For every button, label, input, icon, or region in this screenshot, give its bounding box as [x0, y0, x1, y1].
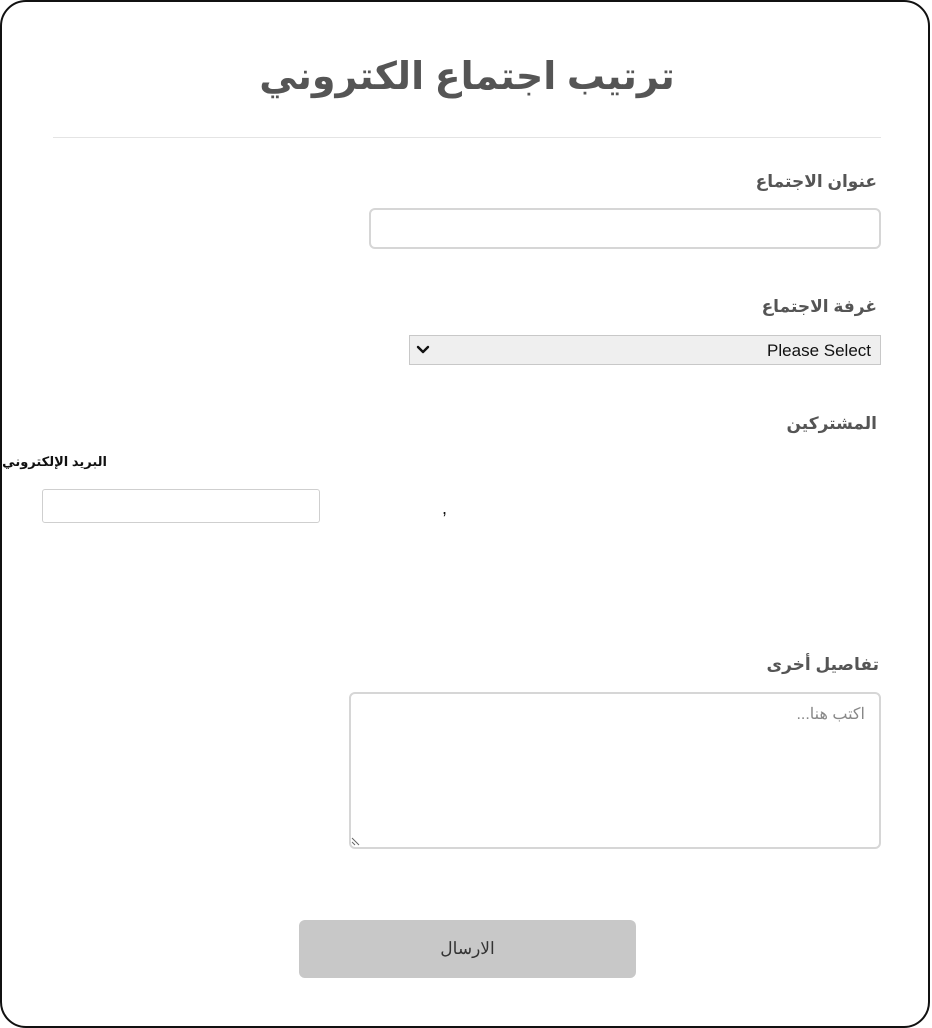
page-title: ترتيب اجتماع الكتروني [259, 56, 675, 98]
email-input[interactable] [42, 489, 320, 523]
separator-comma: , [442, 498, 448, 518]
details-textarea[interactable] [349, 692, 881, 849]
details-label: تفاصيل أخرى [766, 655, 879, 674]
meeting-room-select[interactable] [409, 335, 881, 365]
chevron-down-icon [416, 343, 430, 357]
divider [53, 137, 881, 138]
meeting-title-label: عنوان الاجتماع [755, 172, 877, 191]
participants-label: المشتركين [786, 414, 877, 433]
submit-button[interactable]: الارسال [299, 920, 636, 978]
resize-grip-icon[interactable] [351, 834, 363, 846]
meeting-room-label: غرفة الاجتماع [761, 297, 877, 316]
email-label: البريد الإلكتروني [2, 454, 107, 469]
meeting-room-selected: Please Select [767, 341, 871, 360]
meeting-title-input[interactable] [369, 208, 881, 249]
